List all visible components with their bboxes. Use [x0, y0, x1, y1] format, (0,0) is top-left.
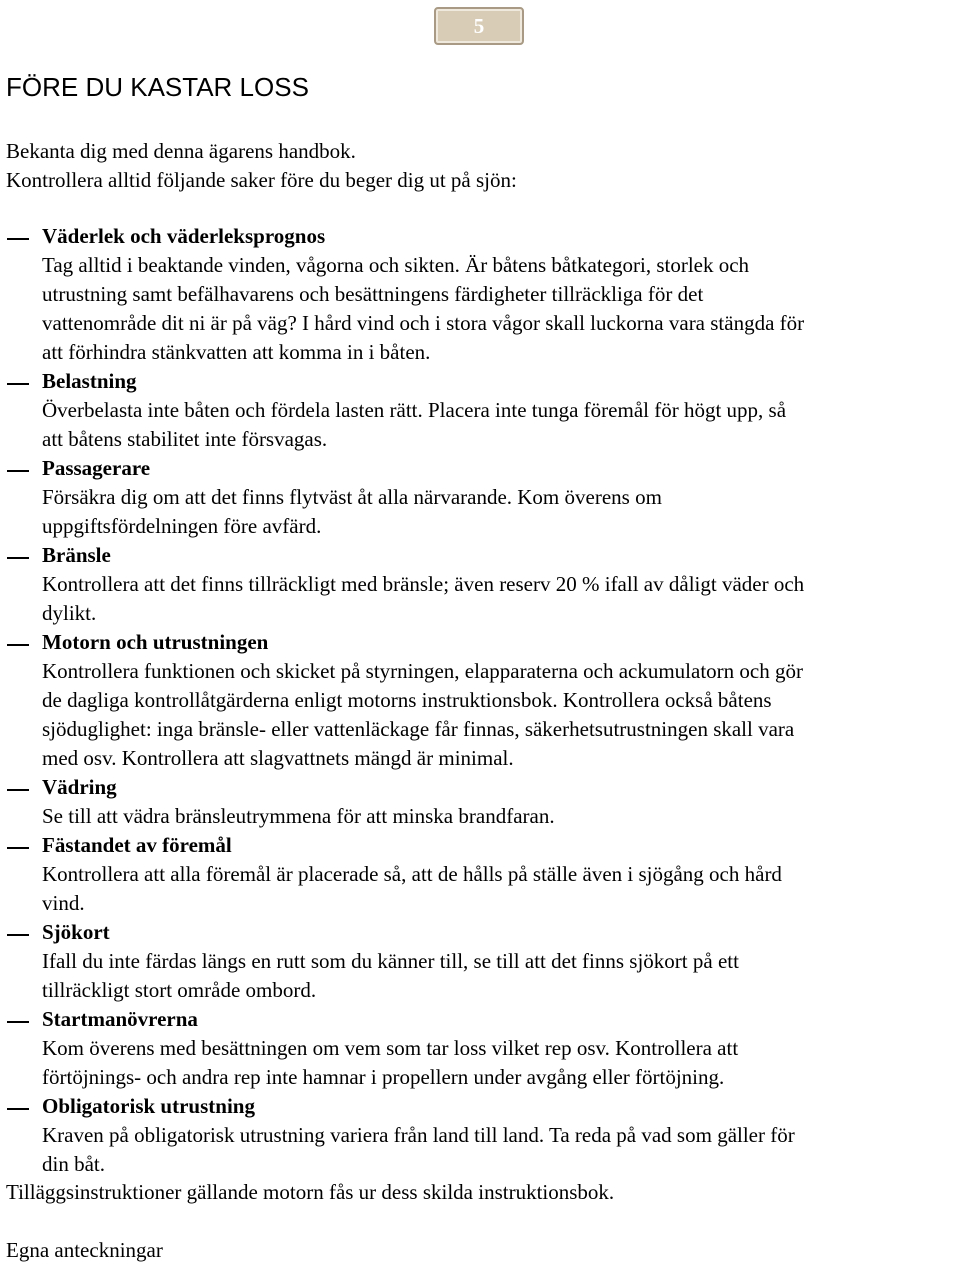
item-title: Sjökort	[42, 920, 110, 944]
intro-line: Kontrollera alltid följande saker före du beger dig ut på sjön:	[6, 168, 517, 192]
list-item	[0, 831, 960, 918]
list-item	[0, 367, 960, 454]
item-line: Kontrollera funktionen och skicket på styrningen, elapparaterna och ackumulatorn och gör	[42, 659, 803, 683]
dash-bullet-icon	[7, 367, 29, 396]
item-line: din båt.	[42, 1152, 105, 1176]
item-line: Kontrollera att alla föremål är placerade så, att de hålls på ställe även i sjögång och hård	[42, 862, 782, 886]
item-body	[42, 570, 957, 628]
intro-line: Bekanta dig med denna ägarens handbok.	[6, 139, 356, 163]
list-item	[0, 628, 960, 773]
item-title: Motorn och utrustningen	[42, 630, 269, 654]
notes-label: Egna anteckningar	[6, 1238, 163, 1262]
item-line: Överbelasta inte båten och fördela lasten rätt. Placera inte tunga föremål för högt upp, så	[42, 398, 787, 422]
dash-bullet-icon	[7, 773, 29, 802]
item-body	[42, 947, 957, 1005]
item-line: vattenområde dit ni är på väg? I hård vind och i stora vågor skall luckorna vara stängda för	[42, 311, 805, 335]
checklist	[0, 222, 960, 1179]
item-line: att förhindra stänkvatten att komma in i båten.	[42, 340, 431, 364]
list-item	[0, 918, 960, 1005]
item-line: tillräckligt stort område ombord.	[42, 978, 317, 1002]
item-line: Kom överens med besättningen om vem som tar loss vilket rep osv. Kontrollera att	[42, 1036, 739, 1060]
item-title: Vädring	[42, 775, 117, 799]
item-title: Väderlek och väderleksprognos	[42, 224, 326, 248]
item-line: Tag alltid i beaktande vinden, vågorna och sikten. Är båtens båtkategori, storlek och	[42, 253, 750, 277]
item-title: Obligatorisk utrustning	[42, 1094, 255, 1118]
list-item	[0, 541, 960, 628]
page-title: FÖRE DU KASTAR LOSS	[6, 72, 309, 102]
item-line: sjöduglighet: inga bränsle- eller vattenläckage får finnas, säkerhetsutrustningen skall vara	[42, 717, 795, 741]
item-line: att båtens stabilitet inte försvagas.	[42, 427, 328, 451]
item-body	[42, 860, 957, 918]
dash-bullet-icon	[7, 1005, 29, 1034]
item-title: Passagerare	[42, 456, 151, 480]
item-title: Fästandet av föremål	[42, 833, 232, 857]
item-line: Se till att vädra bränsleutrymmena för att minska brandfaran.	[42, 804, 555, 828]
item-body	[42, 251, 957, 367]
item-body	[42, 1034, 957, 1092]
item-line: utrustning samt befälhavarens och besättningens färdigheter tillräckliga för det	[42, 282, 704, 306]
item-line: med osv. Kontrollera att slagvattnets mängd är minimal.	[42, 746, 514, 770]
item-body	[42, 483, 957, 541]
item-line: Kontrollera att det finns tillräckligt med bränsle; även reserv 20 % ifall av dåligt väder och	[42, 572, 805, 596]
list-item	[0, 1005, 960, 1092]
item-body	[42, 1121, 957, 1179]
item-line: dylikt.	[42, 601, 97, 625]
item-line: vind.	[42, 891, 85, 915]
item-line: förtöjnings- och andra rep inte hamnar i propellern under avgång eller förtöjning.	[42, 1065, 725, 1089]
item-line: Ifall du inte färdas längs en rutt som du känner till, se till att det finns sjökort på ett	[42, 949, 739, 973]
list-item	[0, 773, 960, 831]
item-body	[42, 802, 957, 831]
dash-bullet-icon	[7, 541, 29, 570]
dash-bullet-icon	[7, 831, 29, 860]
item-line: Kraven på obligatorisk utrustning variera från land till land. Ta reda på vad som gäller för	[42, 1123, 795, 1147]
dash-bullet-icon	[7, 222, 29, 251]
item-body	[42, 657, 957, 773]
dash-bullet-icon	[7, 1092, 29, 1121]
intro-text	[6, 137, 517, 195]
item-line: uppgiftsfördelningen före avfärd.	[42, 514, 322, 538]
item-line: Försäkra dig om att det finns flytväst åt alla närvarande. Kom överens om	[42, 485, 662, 509]
item-title: Bränsle	[42, 543, 111, 567]
list-item	[0, 1092, 960, 1179]
list-item	[0, 222, 960, 367]
footer-note: Tilläggsinstruktioner gällande motorn fås ur dess skilda instruktionsbok.	[6, 1180, 615, 1204]
dash-bullet-icon	[7, 628, 29, 657]
item-body	[42, 396, 957, 454]
item-title: Startmanövrerna	[42, 1007, 198, 1031]
page-number-badge	[434, 7, 524, 45]
dash-bullet-icon	[7, 454, 29, 483]
page-number: 5	[473, 13, 485, 38]
list-item	[0, 454, 960, 541]
item-line: de dagliga kontrollåtgärderna enligt motorns instruktionsbok. Kontrollera också båtens	[42, 688, 772, 712]
dash-bullet-icon	[7, 918, 29, 947]
item-title: Belastning	[42, 369, 137, 393]
